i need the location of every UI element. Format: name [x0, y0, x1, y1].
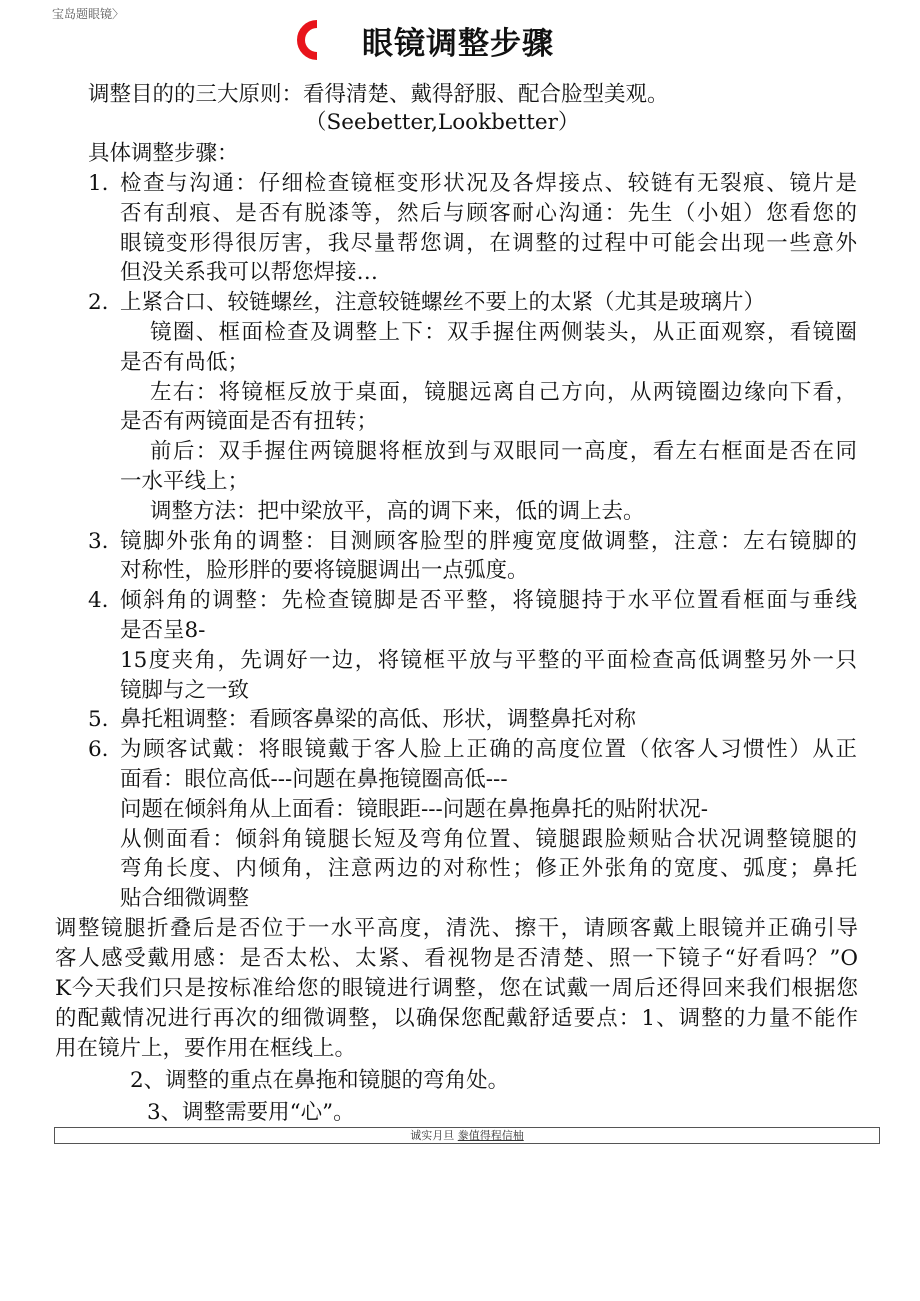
step-6-line: 从侧面看：倾斜角镜腿长短及弯角位置、镜腿跟脸颊贴合状况调整镜腿的	[120, 826, 857, 852]
step-2-line: 上紧合口、较链螺丝，注意较链螺丝不要上的太紧（尤其是玻璃片）	[120, 290, 766, 316]
step-2-line: 调整方法：把中梁放平，高的调下来，低的调上去。	[150, 498, 645, 524]
step-2-line: 是否有两镜面是否有扭转；	[120, 409, 379, 435]
footer-link[interactable]: 豢值得程信柚	[457, 1129, 524, 1142]
step-4-line: 是否呈8-	[120, 618, 206, 643]
step-4-line: 倾斜角的调整：先检查镜脚是否平整，将镜腿持于水平位置看框面与垂线	[120, 588, 857, 614]
step-number: 1.	[88, 171, 109, 196]
key-point: 3、调整需要用“心”。	[147, 1100, 355, 1125]
step-6-line: 贴合细微调整	[120, 886, 250, 912]
page-title: 眼镜调整步骤	[362, 26, 554, 62]
step-6-line: 面看：眼位高低---问题在鼻拖镜圈高低---	[120, 767, 508, 792]
steps-heading: 具体调整步骤：	[88, 141, 239, 166]
closing-line: K今天我们只是按标准给您的眼镜进行调整，您在试戴一周后还得回来我们根据您	[55, 976, 858, 1001]
step-2-line: 是否有咼低；	[120, 349, 250, 375]
intro-english: （Seebetter,Lookbetter）	[305, 110, 580, 135]
step-3-line: 对称性，脸形胖的要将镜腿调出一点弧度。	[120, 558, 529, 584]
page-header: 宝岛题眼镜〉	[52, 7, 125, 21]
closing-line: 调整镜腿折叠后是否位于一水平高度，清洗、擦干，请顾客戴上眼镜并正确引导	[55, 916, 858, 941]
step-2-line: 前后：双手握住两镜腿将框放到与双眼同一高度，看左右框面是否在同	[150, 439, 857, 465]
closing-line: 客人感受戴用感：是否太松、太紧、看视物是否清楚、照一下镜子“好看吗？”O	[55, 946, 858, 971]
step-2-line: 一水平线上；	[120, 469, 250, 494]
intro-line: 调整目的的三大原则：看得清楚、戴得舒服、配合脸型美观。	[88, 82, 669, 107]
brand-logo-icon	[293, 20, 319, 60]
step-1-line: 否有刮痕、是否有脱漆等，然后与顾客耐心沟通：先生（小姐）您看您的	[120, 200, 857, 226]
footer-prefix: 诚实月旦	[410, 1129, 458, 1142]
step-1-line: 检查与沟通：仔细检查镜框变形状况及各焊接点、较链有无裂痕、镜片是	[120, 171, 857, 196]
page-footer	[54, 1127, 880, 1144]
step-number: 3.	[88, 528, 109, 554]
key-point: 2、调整的重点在鼻拖和镜腿的弯角处。	[130, 1068, 510, 1093]
step-5-line: 鼻托粗调整：看顾客鼻梁的高低、形状，调整鼻托对称	[120, 707, 637, 733]
step-2-line: 镜圈、框面检查及调整上下：双手握住两侧装头，从正面观察，看镜圈	[150, 320, 857, 345]
step-1-line: 眼镜变形得很厉害，我尽量帮您调，在调整的过程中可能会出现一些意外	[120, 230, 857, 256]
step-3-line: 镜脚外张角的调整：目测顾客脸型的胖瘦宽度做调整，注意：左右镜脚的	[120, 528, 857, 554]
step-number: 5.	[88, 707, 109, 733]
step-4-line: 15度夹角，先调好一边，将镜框平放与平整的平面检查高低调整另外一只	[120, 647, 857, 673]
step-6-line: 问题在倾斜角从上面看：镜眼距---问题在鼻拖鼻托的贴附状况-	[120, 796, 709, 822]
step-6-line: 为顾客试戴：将眼镜戴于客人脸上正确的高度位置（依客人习惯性）从正	[120, 737, 857, 763]
step-1-line: 但没关系我可以帮您焊接…	[120, 260, 379, 286]
closing-line: 的配戴情况进行再次的细微调整，以确保您配戴舒适要点：1、调整的力量不能作	[55, 1006, 858, 1031]
step-number: 6.	[88, 737, 109, 763]
closing-line: 用在镜片上，要作用在框线上。	[55, 1036, 357, 1061]
step-2-line: 左右：将镜框反放于桌面，镜腿远离自己方向，从两镜圈边缘向下看，	[150, 379, 857, 405]
step-number: 4.	[88, 588, 109, 614]
step-4-line: 镜脚与之一致	[120, 677, 250, 703]
step-number: 2.	[88, 290, 109, 316]
step-6-line: 弯角长度、内倾角，注意两边的对称性；修正外张角的宽度、弧度；鼻托	[120, 856, 857, 882]
